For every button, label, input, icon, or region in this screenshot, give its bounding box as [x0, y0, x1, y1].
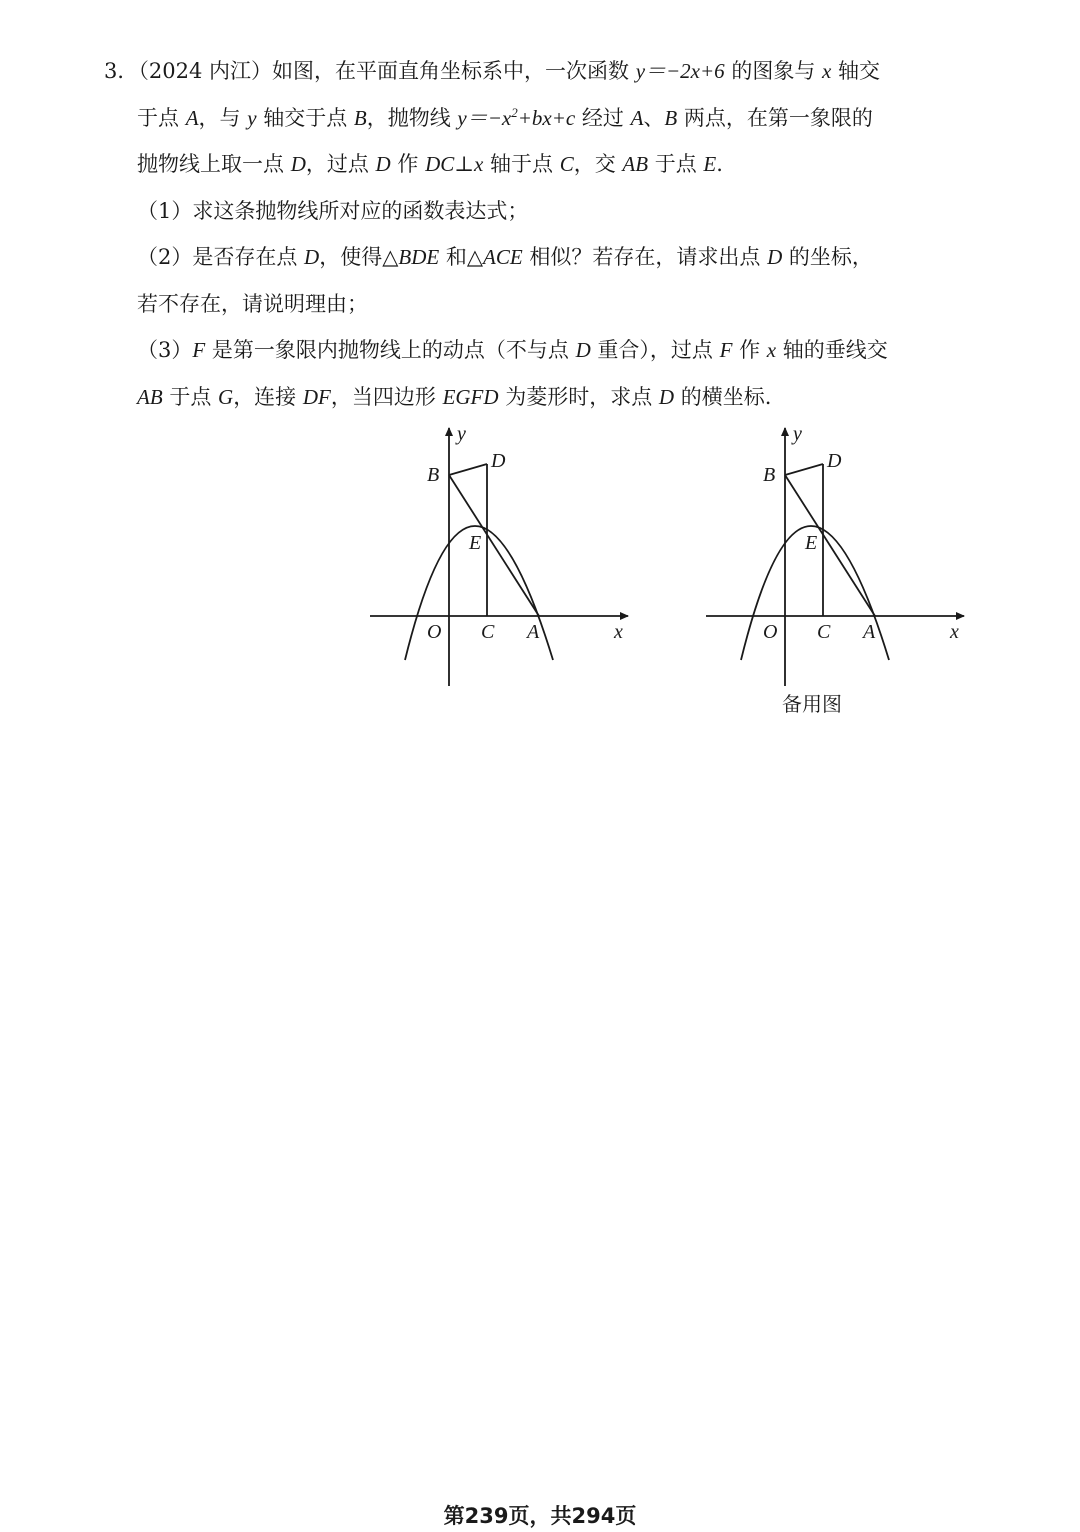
segment-bd — [785, 464, 823, 475]
label-c: C — [817, 621, 831, 643]
problem-3 — [104, 48, 974, 420]
var: F — [192, 338, 206, 362]
var: ACE — [483, 245, 523, 269]
text: ，与 — [198, 105, 248, 130]
segment-bd — [449, 464, 487, 475]
text: 抛物线上取一点 — [137, 152, 291, 176]
problem-number: 3． — [104, 59, 139, 83]
text: ，当四边形 — [330, 384, 443, 409]
problem-line-2 — [104, 95, 974, 142]
label-x: x — [950, 621, 959, 643]
var: G — [218, 384, 234, 409]
figure-caption: 备用图 — [782, 692, 842, 716]
parabola-equation — [457, 106, 575, 130]
text: 轴交于点 — [256, 105, 354, 130]
var: D — [375, 152, 391, 176]
text: 、 — [643, 105, 665, 130]
text: ，抛物线 — [366, 105, 458, 130]
problem-line-3 — [104, 141, 974, 188]
text: 若不存在，请说明理由； — [137, 291, 368, 316]
text: 轴交 — [831, 59, 881, 83]
problem-source: （2024 内江） — [138, 59, 272, 83]
var: C — [559, 152, 574, 176]
label-b: B — [763, 464, 776, 486]
text: 和△ — [439, 245, 484, 269]
label-c: C — [481, 621, 495, 643]
label-y: y — [457, 423, 466, 445]
text: 作 — [390, 152, 426, 176]
label-e: E — [805, 532, 818, 554]
problem-line-1 — [104, 48, 974, 95]
var: AB — [137, 384, 163, 409]
eq-part: y＝−x — [457, 105, 512, 130]
page-footer: 第239页，共294页 — [443, 1504, 637, 1528]
label-y: y — [793, 423, 802, 445]
text: 于点 — [648, 152, 704, 176]
text: 两点，在第一象限的 — [677, 105, 873, 130]
text: 于点 — [137, 105, 186, 130]
var: B — [664, 105, 678, 130]
var: A — [630, 105, 644, 130]
text: . — [716, 152, 723, 176]
var: y — [247, 105, 257, 130]
text: ，过点 — [305, 152, 376, 176]
text: 经过 — [575, 105, 631, 130]
question-2-line-2 — [104, 281, 974, 328]
var: DC — [425, 152, 455, 176]
eq-part: +bx+c — [517, 105, 576, 130]
text: 轴的垂线交 — [776, 338, 888, 362]
var: EGFD — [442, 384, 499, 409]
label-a: A — [863, 621, 876, 643]
text: 的横坐标. — [674, 384, 772, 409]
question-3-line-2 — [104, 374, 974, 421]
text: 为菱形时，求点 — [498, 384, 659, 409]
text: 是第一象限内抛物线上的动点（不与点 — [205, 338, 576, 362]
var: AB — [622, 152, 649, 176]
text: （3） — [137, 338, 193, 362]
figure-backup — [702, 420, 982, 700]
text: 相似？若存在，请求出点 — [522, 245, 768, 269]
text: 的图象与 — [724, 59, 823, 83]
linear-equation: y＝−2x+6 — [635, 59, 725, 83]
segment-ab — [785, 475, 875, 616]
text: ，使得△ — [319, 245, 399, 269]
text: 作 — [732, 338, 767, 362]
exponent: 2 — [511, 104, 518, 120]
text: 如图，在平面直角坐标系中，一次函数 — [272, 59, 636, 83]
var: D — [658, 384, 675, 409]
label-d: D — [491, 450, 506, 472]
figures — [0, 420, 1080, 740]
var: D — [767, 245, 783, 269]
text: 于点 — [162, 384, 219, 409]
var: D — [290, 152, 306, 176]
var: x — [766, 338, 777, 362]
var: D — [575, 338, 591, 362]
segment-ab — [449, 475, 539, 616]
label-o: O — [763, 621, 778, 643]
var: A — [185, 105, 199, 130]
text: （2）是否存在点 — [137, 245, 305, 269]
label-d: D — [827, 450, 842, 472]
text: 重合），过点 — [590, 338, 720, 362]
label-b: B — [427, 464, 440, 486]
question-1 — [104, 188, 974, 235]
text: 的坐标， — [782, 245, 873, 269]
figure-main — [366, 420, 646, 700]
var: x — [474, 152, 484, 176]
label-o: O — [427, 621, 442, 643]
label-x: x — [614, 621, 623, 643]
text: ，连接 — [233, 384, 303, 409]
var: BDE — [398, 245, 440, 269]
var: DF — [302, 384, 331, 409]
text: 轴于点 — [483, 152, 560, 176]
var: B — [353, 105, 367, 130]
var: F — [719, 338, 733, 362]
question-3 — [104, 327, 974, 374]
var: D — [304, 245, 320, 269]
var: E — [703, 152, 717, 176]
label-e: E — [469, 532, 482, 554]
perp-symbol: ⊥ — [454, 152, 475, 176]
question-2 — [104, 234, 974, 281]
text: （1）求这条抛物线所对应的函数表达式； — [137, 198, 529, 223]
label-a: A — [527, 621, 540, 643]
text: ，交 — [573, 152, 623, 176]
var: x — [822, 59, 832, 83]
